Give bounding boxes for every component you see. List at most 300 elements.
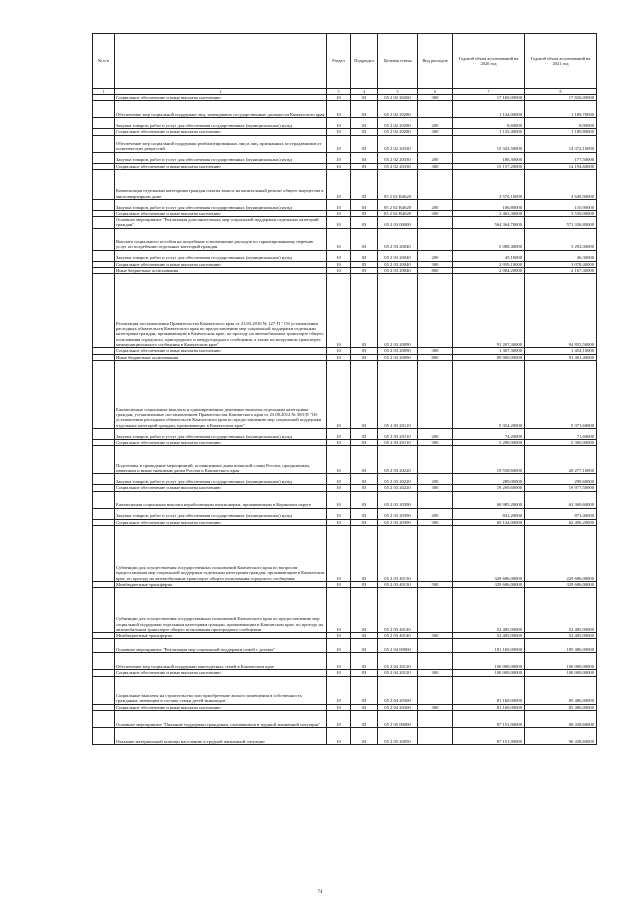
row-section: 10 (327, 274, 351, 348)
row-name: Межбюджетные трансферты (115, 581, 327, 587)
row-amount-2021: 62 496,20000 (525, 519, 597, 525)
row-subsection: 03 (351, 228, 378, 250)
row-number (93, 250, 115, 261)
row-section: 10 (327, 135, 351, 152)
row-section: 10 (327, 676, 351, 704)
row-name: Субвенции для осуществления государственных полномочий Камчатского края по предоставлению мер социальной поддержки отдельным категориям граждан, проживающим в Камчатском крае, по проезду на автомобильном транспорте общего пользования пригородного сообщения (115, 588, 327, 633)
column-number: 5 (378, 89, 418, 95)
row-section: 10 (327, 446, 351, 474)
row-expense-type (418, 676, 453, 704)
row-subsection: 03 (351, 704, 378, 710)
column-number: 4 (351, 89, 378, 95)
row-expense-type: 300 (418, 439, 453, 445)
table-row (93, 199, 597, 210)
row-expense-type: 200 (418, 428, 453, 439)
row-number (93, 525, 115, 581)
row-target-article: 05 2 02 20330 (378, 152, 418, 163)
row-section: 10 (327, 95, 351, 101)
row-target-article: 05 2 02 20280 (378, 118, 418, 129)
row-target-article: 05 2 04 20120 (378, 653, 418, 670)
row-amount-2021: 2 167,30000 (525, 268, 597, 274)
row-name: Закупка товаров, работ и услуг для обеспечения государственных (муниципальных) нужд (115, 199, 327, 210)
row-name: Субвенции для осуществления государственных полномочий Камчатского края по вопросам предоставления мер социальной поддержки отдельным категориям граждан, проживающим в Камчатском крае, по проезду на автомобильном транспорте общего пользования городского сообщения (115, 525, 327, 581)
row-subsection: 03 (351, 633, 378, 639)
row-amount-2020: 87 151,90000 (453, 711, 525, 728)
row-name: Выплата социального пособия на погребение и возмещение расходов по гарантированному перечню услуг по погребению отдельных категорий граждан (115, 228, 327, 250)
row-section: 10 (327, 428, 351, 439)
row-target-article: 05 2 04 20300 (378, 704, 418, 710)
row-amount-2021: 71,60000 (525, 428, 597, 439)
row-amount-2020: 45,10000 (453, 250, 525, 261)
row-number (93, 639, 115, 653)
table-row (93, 118, 597, 129)
row-name: Основное мероприятие "Реализация дополнительных мер социальной поддержки отдельных категорий граждан" (115, 217, 327, 229)
row-subsection: 03 (351, 217, 378, 229)
row-subsection: 03 (351, 250, 378, 261)
row-name: Ежемесячные социальные выплаты и единовременные денежные выплаты отдельным категориям граждан, установленные постановлением Правительства Камчатского края от 23.08.2012 № 383-П "Об установлении расходных обязательств Камчатского края по предоставлению мер социальной поддержки отдельных категорий граждан, проживающих в Камчатском крае" (115, 360, 327, 428)
table-row (93, 446, 597, 474)
row-amount-2021: 93 401,40000 (525, 354, 597, 360)
row-subsection: 03 (351, 676, 378, 704)
row-expense-type: 500 (418, 633, 453, 639)
row-target-article: 05 2 03 20110 (378, 360, 418, 428)
row-name: Закупка товаров, работ и услуг для обеспечения государственных (муниципальных) нужд (115, 250, 327, 261)
row-amount-2020: 329 686,00000 (453, 581, 525, 587)
row-name: Межбюджетные трансферты (115, 633, 327, 639)
row-expense-type: 300 (418, 485, 453, 491)
row-expense-type: 200 (418, 250, 453, 261)
row-amount-2021: 329 686,00000 (525, 581, 597, 587)
row-amount-2021: 20 277,10000 (525, 446, 597, 474)
row-target-article: 05 2 02 R4620 (378, 210, 418, 216)
row-subsection: 03 (351, 485, 378, 491)
row-number (93, 653, 115, 670)
row-expense-type (418, 711, 453, 728)
row-amount-2021: 3 078,40000 (525, 261, 597, 267)
row-section: 10 (327, 519, 351, 525)
row-subsection: 03 (351, 129, 378, 135)
table-row (93, 491, 597, 508)
row-name: Иные бюджетные ассигнования (115, 354, 327, 360)
table-row (93, 428, 597, 439)
row-amount-2021: 8,90000 (525, 118, 597, 129)
row-number (93, 118, 115, 129)
row-name: Социальное обеспечение и иные выплаты населению (115, 210, 327, 216)
row-amount-2020: 289,00000 (453, 474, 525, 485)
row-target-article: 05 2 03 40140 (378, 588, 418, 633)
row-amount-2020: 89 900,00000 (453, 354, 525, 360)
row-target-article: 05 2 04 20120 (378, 670, 418, 676)
table-row (93, 711, 597, 728)
header-row (93, 34, 597, 89)
row-subsection: 03 (351, 728, 378, 745)
row-target-article: 05 2 03 20040 (378, 228, 418, 250)
row-amount-2020: 2 959,10000 (453, 261, 525, 267)
row-section: 10 (327, 250, 351, 261)
row-expense-type (418, 446, 453, 474)
row-target-article: 05 2 02 20330 (378, 163, 418, 169)
row-amount-2021: 17 826,00000 (525, 95, 597, 101)
row-amount-2021: 3 649,90000 (525, 169, 597, 199)
row-amount-2021: 46,30000 (525, 250, 597, 261)
row-amount-2021: 14 372,10000 (525, 135, 597, 152)
row-amount-2020: 186,30000 (453, 152, 525, 163)
row-section: 10 (327, 354, 351, 360)
row-name: Основное мероприятие "Оказание поддержки гражданам, оказавшимся в трудной жизненной ситуации" (115, 711, 327, 728)
row-subsection: 03 (351, 169, 378, 199)
table-row (93, 250, 597, 261)
column-number: 6 (418, 89, 453, 95)
row-amount-2020: 19 558,60000 (453, 446, 525, 474)
row-expense-type: 200 (418, 199, 453, 210)
row-expense-type: 300 (418, 210, 453, 216)
row-amount-2021: 185 486,00000 (525, 639, 597, 653)
row-amount-2020: 17 160,00000 (453, 95, 525, 101)
row-section: 10 (327, 728, 351, 745)
header-expense: Вид расходов (418, 34, 453, 89)
row-target-article: 05 2 03 20090 (378, 354, 418, 360)
row-expense-type (418, 525, 453, 581)
row-expense-type: 800 (418, 268, 453, 274)
row-number (93, 508, 115, 519)
table-row (93, 728, 597, 745)
row-section: 10 (327, 360, 351, 428)
row-section: 10 (327, 118, 351, 129)
row-number (93, 428, 115, 439)
row-expense-type (418, 135, 453, 152)
row-target-article: 05 2 03 40140 (378, 633, 418, 639)
row-number (93, 152, 115, 163)
table-row (93, 639, 597, 653)
row-amount-2021: 85 486,00000 (525, 676, 597, 704)
row-subsection: 03 (351, 95, 378, 101)
row-expense-type: 800 (418, 354, 453, 360)
row-amount-2020: 81 160,00000 (453, 704, 525, 710)
row-name: Закупка товаров, работ и услуг для обеспечения государственных (муниципальных) нужд (115, 474, 327, 485)
row-target-article: 05 2 05 20050 (378, 728, 418, 745)
row-section: 10 (327, 261, 351, 267)
row-name: Закупка товаров, работ и услуг для обеспечения государственных (муниципальных) нужд (115, 508, 327, 519)
table-body (93, 95, 597, 745)
column-number: 8 (525, 89, 597, 95)
row-expense-type (418, 169, 453, 199)
row-amount-2021: 19 977,50000 (525, 485, 597, 491)
row-section: 10 (327, 670, 351, 676)
row-subsection: 03 (351, 508, 378, 519)
row-name: Социальное обеспечение и иные выплаты населению (115, 129, 327, 135)
row-name: Ежемесячная социальная выплата неработающим пенсионерам, проживающим в Корякском округе (115, 491, 327, 508)
row-expense-type (418, 728, 453, 745)
row-expense-type: 300 (418, 670, 453, 676)
row-number (93, 217, 115, 229)
row-section: 10 (327, 348, 351, 354)
row-expense-type: 300 (418, 519, 453, 525)
row-section: 10 (327, 210, 351, 216)
row-number (93, 101, 115, 118)
row-amount-2020: 1 144,00000 (453, 101, 525, 118)
row-expense-type (418, 491, 453, 508)
row-number (93, 274, 115, 348)
row-section: 10 (327, 653, 351, 670)
row-number (93, 711, 115, 728)
row-expense-type (418, 228, 453, 250)
row-name: Реализация постановления Правительства Камчатского края от 23.03.2010 № 127-П " Об установлении расходных обязательств Камчатского края по предоставлению мер социальной поддержки отдельным категориям граждан, проживающим в Камчатском крае, по проезду на автомобильном транспорте общего пользования городского, пригородного и междугородного сообщения, а также на воздушном транспорте межмуниципального сообщения в Камчатском крае" (115, 274, 327, 348)
row-amount-2021: 90 438,60000 (525, 711, 597, 728)
row-target-article: 05 2 03 20110 (378, 428, 418, 439)
row-section: 10 (327, 588, 351, 633)
row-amount-2021: 3 539,00000 (525, 210, 597, 216)
row-section: 10 (327, 169, 351, 199)
table-row (93, 135, 597, 152)
row-amount-2021: 177,50000 (525, 152, 597, 163)
column-number: 1 (93, 89, 115, 95)
row-subsection: 03 (351, 711, 378, 728)
row-amount-2020: 181 160,00000 (453, 639, 525, 653)
row-expense-type (418, 274, 453, 348)
row-expense-type (418, 101, 453, 118)
row-subsection: 03 (351, 118, 378, 129)
row-amount-2020: 15 157,20000 (453, 163, 525, 169)
row-number (93, 228, 115, 250)
header-2021: Годовой объем ассигнований на 2021 год (525, 34, 597, 89)
row-section: 10 (327, 633, 351, 639)
row-amount-2020: 19 269,60000 (453, 485, 525, 491)
row-amount-2020: 60 144,00000 (453, 519, 525, 525)
row-expense-type: 200 (418, 118, 453, 129)
row-name: Обеспечение мер социальной поддержки реабилитированных лиц и лиц, признанных пострадавшими от политических репрессий (115, 135, 327, 152)
row-amount-2021: 1 180,80000 (525, 129, 597, 135)
row-name: Обеспечение мер социальной поддержки многодетных семей в Камчатском крае (115, 653, 327, 670)
row-target-article: 05 2 02 R4620 (378, 199, 418, 210)
row-expense-type: 200 (418, 474, 453, 485)
row-target-article: 05 2 04 00000 (378, 639, 418, 653)
row-expense-type: 200 (418, 152, 453, 163)
row-amount-2021: 94 855,50000 (525, 274, 597, 348)
row-subsection: 03 (351, 639, 378, 653)
row-name: Социальное обеспечение и иные выплаты населению (115, 348, 327, 354)
row-name: Подготовка и проведение мероприятий, посвященных дням воинской славы России, праздничным, памятным и иным значимым датам России и Камчатского края (115, 446, 327, 474)
row-name: Основное мероприятие "Реализация мер социальной поддержки семей с детьми" (115, 639, 327, 653)
row-number (93, 491, 115, 508)
row-section: 10 (327, 163, 351, 169)
table-row (93, 508, 597, 519)
table-row (93, 653, 597, 670)
row-subsection: 03 (351, 348, 378, 354)
row-expense-type: 300 (418, 129, 453, 135)
row-amount-2020: 74,20000 (453, 428, 525, 439)
row-number (93, 135, 115, 152)
row-amount-2020: 60 985,20000 (453, 491, 525, 508)
row-target-article: 05 2 03 20220 (378, 474, 418, 485)
row-section: 10 (327, 485, 351, 491)
row-target-article: 05 2 03 20040 (378, 250, 418, 261)
row-expense-type: 300 (418, 704, 453, 710)
row-target-article: 05 2 04 20300 (378, 676, 418, 704)
row-target-article: 05 2 02 20280 (378, 129, 418, 135)
row-subsection: 03 (351, 439, 378, 445)
row-amount-2020: 91 207,30000 (453, 274, 525, 348)
table-row (93, 274, 597, 348)
row-amount-2020: 5 280,00000 (453, 439, 525, 445)
row-expense-type (418, 588, 453, 633)
header-2020: Годовой объем ассигнований на 2020 год (453, 34, 525, 89)
row-expense-type (418, 217, 453, 229)
row-amount-2021: 5 371,60000 (525, 360, 597, 428)
row-amount-2020: 1 307,30000 (453, 348, 525, 354)
row-target-article: 05 2 03 20390 (378, 508, 418, 519)
row-amount-2020: 15 343,50000 (453, 135, 525, 152)
row-section: 10 (327, 129, 351, 135)
row-number (93, 588, 115, 633)
row-name: Социальное обеспечение и иные выплаты населению (115, 670, 327, 676)
row-amount-2021: 90 438,60000 (525, 728, 597, 745)
budget-table (92, 33, 597, 745)
row-target-article: 05 2 05 00000 (378, 711, 418, 728)
header-section: Раздел (327, 34, 351, 89)
row-section: 10 (327, 439, 351, 445)
row-target-article: 05 2 02 20330 (378, 135, 418, 152)
header-target: Целевая статья (378, 34, 418, 89)
row-target-article: 05 2 03 40130 (378, 525, 418, 581)
row-name: Компенсация отдельным категориям граждан оплаты взноса на капитальный ремонт общего имущества в многоквартирном доме (115, 169, 327, 199)
row-number (93, 474, 115, 485)
row-expense-type: 300 (418, 95, 453, 101)
row-amount-2020: 81 160,00000 (453, 676, 525, 704)
row-section: 10 (327, 525, 351, 581)
row-section: 10 (327, 704, 351, 710)
row-amount-2021: 110,90000 (525, 199, 597, 210)
row-name: Иные бюджетные ассигнования (115, 268, 327, 274)
row-subsection: 03 (351, 360, 378, 428)
row-target-article: 05 2 02 R4620 (378, 169, 418, 199)
row-name: Социальное обеспечение и иные выплаты населению (115, 704, 327, 710)
row-expense-type: 200 (418, 508, 453, 519)
row-subsection: 03 (351, 268, 378, 274)
row-name: Социальное обеспечение и иные выплаты населению (115, 485, 327, 491)
row-section: 10 (327, 474, 351, 485)
table-row (93, 101, 597, 118)
row-section: 10 (327, 711, 351, 728)
row-name: Закупка товаров, работ и услуг для обеспечения государственных (муниципальных) нужд (115, 118, 327, 129)
row-target-article: 05 2 03 40130 (378, 581, 418, 587)
row-amount-2020: 1 135,40000 (453, 129, 525, 135)
row-section: 10 (327, 491, 351, 508)
row-number (93, 676, 115, 704)
row-section: 10 (327, 228, 351, 250)
row-amount-2020: 87 151,90000 (453, 728, 525, 745)
row-amount-2021: 229 686,00000 (525, 525, 597, 581)
row-name: Социальное обеспечение и иные выплаты населению (115, 261, 327, 267)
table-row (93, 525, 597, 581)
row-expense-type: 300 (418, 261, 453, 267)
row-target-article: 05 2 03 20040 (378, 261, 418, 267)
page-number: 74 (317, 890, 323, 895)
row-subsection: 03 (351, 525, 378, 581)
header-num: № п/п (93, 34, 115, 89)
row-target-article: 05 2 03 20110 (378, 439, 418, 445)
row-target-article: 05 2 03 20390 (378, 491, 418, 508)
column-number: 2 (115, 89, 327, 95)
row-amount-2021: 299,60000 (525, 474, 597, 485)
row-amount-2021: 571 336,80000 (525, 217, 597, 229)
table-row (93, 217, 597, 229)
row-number (93, 446, 115, 474)
row-target-article: 05 2 03 20040 (378, 268, 418, 274)
row-name: Закупка товаров, работ и услуг для обеспечения государственных (муниципальных) нужд (115, 428, 327, 439)
row-subsection: 03 (351, 653, 378, 670)
row-amount-2021: 14 194,60000 (525, 163, 597, 169)
row-subsection: 03 (351, 199, 378, 210)
row-target-article: 05 2 03 00000 (378, 217, 418, 229)
row-name: Оказание материальной помощи населению в трудной жизненной ситуации (115, 728, 327, 745)
row-target-article: 05 2 03 20220 (378, 485, 418, 491)
row-name: Социальные выплаты на строительство или приобретение жилого помещения в собственность гражданам, имеющим в составе семьи детей-инвалидов (115, 676, 327, 704)
row-number (93, 728, 115, 745)
table-row (93, 474, 597, 485)
header-name (115, 34, 327, 89)
row-amount-2020: 5 088,40000 (453, 228, 525, 250)
row-amount-2020: 8,60000 (453, 118, 525, 129)
row-subsection: 03 (351, 261, 378, 267)
row-amount-2021: 85 486,00000 (525, 704, 597, 710)
row-subsection: 03 (351, 152, 378, 163)
row-expense-type: 300 (418, 348, 453, 354)
row-subsection: 03 (351, 581, 378, 587)
row-section: 10 (327, 508, 351, 519)
row-expense-type: 500 (418, 581, 453, 587)
row-subsection: 03 (351, 670, 378, 676)
row-name: Социальное обеспечение и иные выплаты населению (115, 95, 327, 101)
row-name: Социальное обеспечение и иные выплаты населению (115, 519, 327, 525)
table-row (93, 169, 597, 199)
row-section: 10 (327, 152, 351, 163)
row-amount-2020: 329 686,00000 (453, 525, 525, 581)
row-number (93, 360, 115, 428)
row-subsection: 03 (351, 274, 378, 348)
row-amount-2021: 1 189,70000 (525, 101, 597, 118)
column-number: 3 (327, 89, 351, 95)
row-amount-2021: 63 369,60000 (525, 491, 597, 508)
row-section: 10 (327, 581, 351, 587)
row-amount-2020: 3 463,30000 (453, 210, 525, 216)
row-amount-2020: 100 000,00000 (453, 670, 525, 676)
table-row (93, 588, 597, 633)
row-amount-2020: 100 000,00000 (453, 653, 525, 670)
row-amount-2021: 5 292,00000 (525, 228, 597, 250)
row-amount-2021: 52 485,00000 (525, 633, 597, 639)
row-amount-2020: 2 084,20000 (453, 268, 525, 274)
row-amount-2021: 5 300,00000 (525, 439, 597, 445)
row-target-article: 05 2 02 20280 (378, 101, 418, 118)
row-expense-type (418, 360, 453, 428)
row-subsection: 03 (351, 135, 378, 152)
row-name: Закупка товаров, работ и услуг для обеспечения государственных (муниципальных) нужд (115, 152, 327, 163)
row-amount-2020: 564 364,70000 (453, 217, 525, 229)
row-section: 10 (327, 217, 351, 229)
row-target-article: 05 2 03 20220 (378, 446, 418, 474)
table-row (93, 152, 597, 163)
row-target-article: 05 2 03 20090 (378, 274, 418, 348)
row-target-article: 05 2 03 20090 (378, 348, 418, 354)
row-target-article: 05 2 02 20260 (378, 95, 418, 101)
row-amount-2021: 52 485,00000 (525, 588, 597, 633)
row-expense-type: 300 (418, 163, 453, 169)
row-subsection: 03 (351, 446, 378, 474)
row-subsection: 03 (351, 588, 378, 633)
row-section: 10 (327, 639, 351, 653)
row-amount-2020: 52 485,00000 (453, 633, 525, 639)
row-name: Социальное обеспечение и иные выплаты населению (115, 439, 327, 445)
